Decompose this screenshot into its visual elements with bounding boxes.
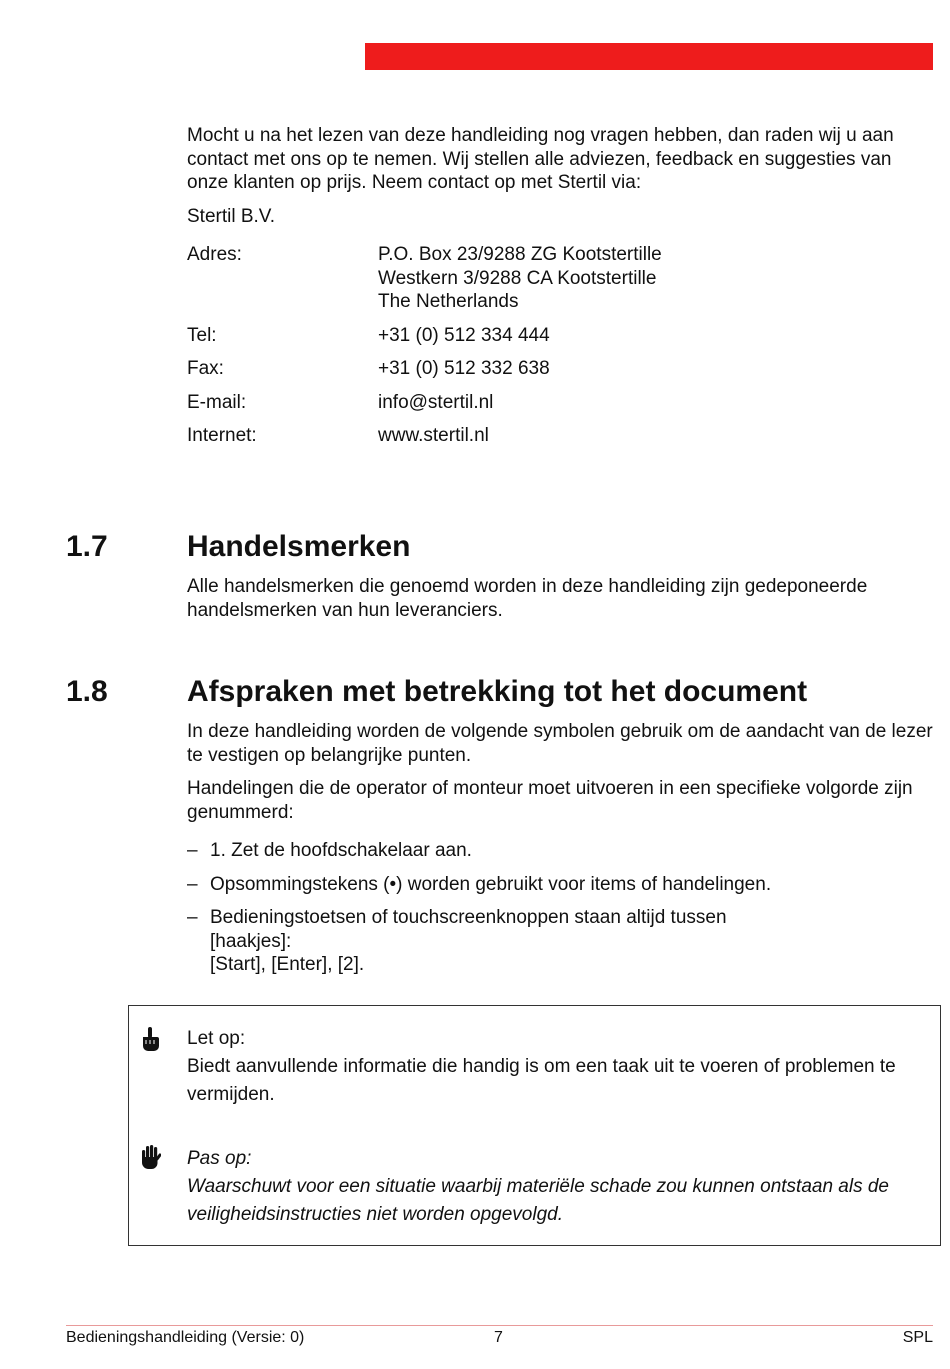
list-item — [187, 839, 807, 863]
internet-value[interactable]: www.stertil.nl — [378, 425, 489, 446]
address-line: Westkern 3/9288 CA Kootstertille — [378, 267, 657, 289]
stop-hand-icon — [139, 1144, 161, 1170]
contact-row-fax — [187, 357, 887, 381]
address-label: Adres: — [187, 244, 242, 265]
footer-page-number: 7 — [494, 1329, 503, 1346]
section-title: Afspraken met betrekking tot het document — [187, 675, 808, 708]
section-paragraph: Alle handelsmerken die genoemd worden in deze handleiding zijn gedeponeerde handelsmerken van hun leveranciers. — [187, 576, 868, 621]
caution-text: Waarschuwt voor een situatie waarbij materiële schade zou kunnen ontstaan als de veiligheidsinstructies niet worden opgevolgd. — [187, 1176, 889, 1225]
note-text: Biedt aanvullende informatie die handig is om een taak uit te voeren of problemen te vermijden. — [187, 1056, 896, 1105]
note-block — [187, 1025, 937, 1109]
section-paragraph: In deze handleiding worden de volgende symbolen gebruik om de aandacht van de lezer te vestigen op belangrijke punten. — [187, 721, 933, 766]
conventions-list — [187, 839, 807, 987]
contact-row-tel — [187, 324, 887, 348]
address-line: P.O. Box 23/9288 ZG Kootstertille — [378, 244, 662, 265]
fax-value: +31 (0) 512 332 638 — [378, 358, 550, 379]
list-dash: – — [187, 840, 198, 861]
intro-paragraph: Mocht u na het lezen van deze handleiding nog vragen hebben, dan raden wij u aan contact met ons op te nemen. Wij stellen alle adviezen, feedback en suggesties van onze klanten op prijs. Neem contact op met Stertil via: — [187, 125, 894, 193]
company-name: Stertil B.V. — [187, 206, 276, 227]
section-number: 1.7 — [66, 530, 108, 563]
footer-rule — [66, 1325, 933, 1326]
contact-row-address — [187, 243, 887, 314]
caution-block — [187, 1145, 937, 1229]
tel-value: +31 (0) 512 334 444 — [378, 324, 550, 346]
footer-document-title: Bedieningshandleiding (Versie: 0) — [66, 1329, 305, 1346]
section-paragraph: Handelingen die de operator of monteur moet uitvoeren in een specifieke volgorde zijn genummerd: — [187, 778, 913, 823]
email-label: E-mail: — [187, 391, 247, 413]
list-line: Opsommingstekens (•) worden gebruikt voor items of handelingen. — [210, 873, 772, 895]
list-line: [haakjes]: — [210, 930, 292, 952]
internet-label: Internet: — [187, 425, 257, 446]
note-heading: Let op: — [187, 1028, 246, 1049]
contact-row-email — [187, 391, 887, 415]
list-line: [Start], [Enter], [2]. — [210, 954, 365, 975]
list-dash: – — [187, 873, 198, 895]
list-line: 1. Zet de hoofdschakelaar aan. — [210, 840, 472, 861]
symbols-box — [128, 1005, 941, 1246]
contact-table — [187, 243, 887, 458]
address-value — [378, 243, 887, 314]
address-line: The Netherlands — [378, 291, 519, 312]
list-line: Bedieningstoetsen of touchscreenknoppen staan altijd tussen — [210, 907, 727, 928]
header-accent-bar — [365, 43, 933, 70]
fax-label: Fax: — [187, 358, 224, 379]
tel-label: Tel: — [187, 324, 217, 346]
section-title: Handelsmerken — [187, 530, 411, 563]
email-value[interactable]: info@stertil.nl — [378, 391, 494, 413]
list-item — [187, 873, 807, 897]
caution-heading: Pas op: — [187, 1148, 252, 1169]
contact-row-internet — [187, 424, 887, 448]
list-item-text — [210, 873, 807, 897]
list-item-text — [210, 906, 807, 977]
pointing-hand-icon — [139, 1026, 161, 1052]
list-item-text — [210, 839, 807, 863]
footer-product-code: SPL — [902, 1329, 933, 1346]
section-number: 1.8 — [66, 675, 108, 708]
list-item — [187, 906, 807, 977]
list-dash: – — [187, 907, 198, 928]
